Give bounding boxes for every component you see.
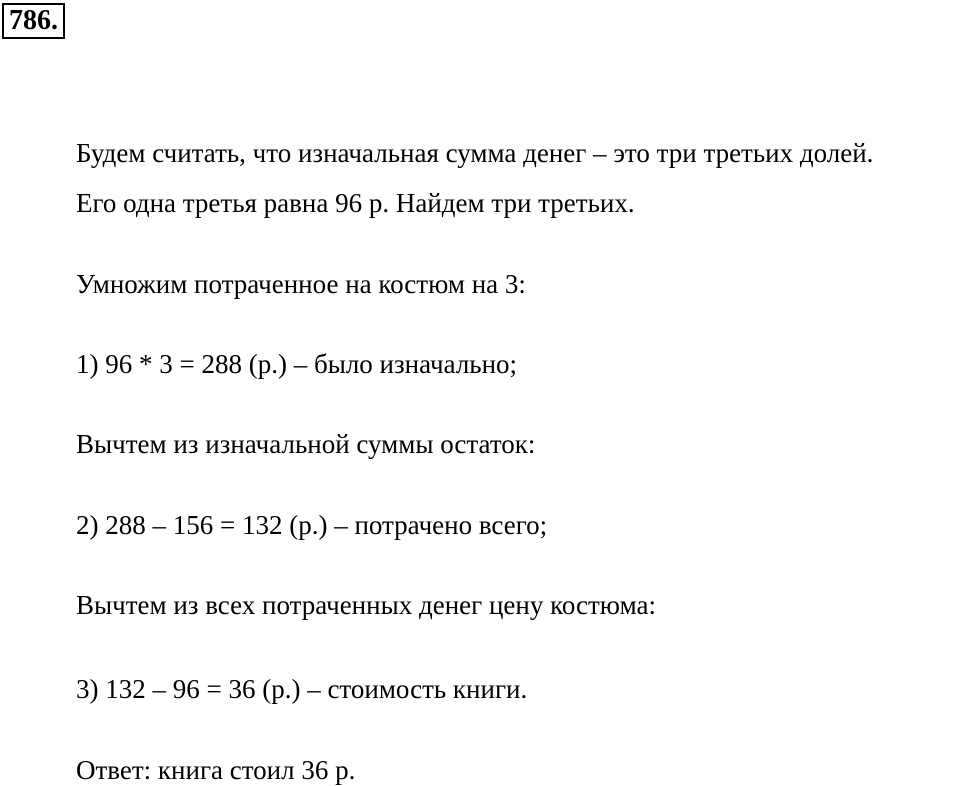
problem-number: 786. <box>2 3 65 39</box>
instruction-subtract-remainder: Вычтем из изначальной суммы остаток: <box>76 429 536 459</box>
instruction-subtract-suit: Вычтем из всех потраченных денег цену костюма: <box>76 590 656 620</box>
answer-line: Ответ: книга стоил 36 р. <box>76 755 356 785</box>
instruction-multiply: Умножим потраченное на костюм на 3: <box>76 269 526 299</box>
step-3: 3) 132 – 96 = 36 (р.) – стоимость книги. <box>76 674 528 704</box>
step-1: 1) 96 * 3 = 288 (р.) – было изначально; <box>76 349 518 379</box>
intro-line-1: Будем считать, что изначальная сумма денег – это три третьих долей. <box>76 138 874 168</box>
step-2: 2) 288 – 156 = 132 (р.) – потрачено всего; <box>76 510 548 540</box>
intro-line-2: Его одна третья равна 96 р. Найдем три третьих. <box>76 188 635 218</box>
